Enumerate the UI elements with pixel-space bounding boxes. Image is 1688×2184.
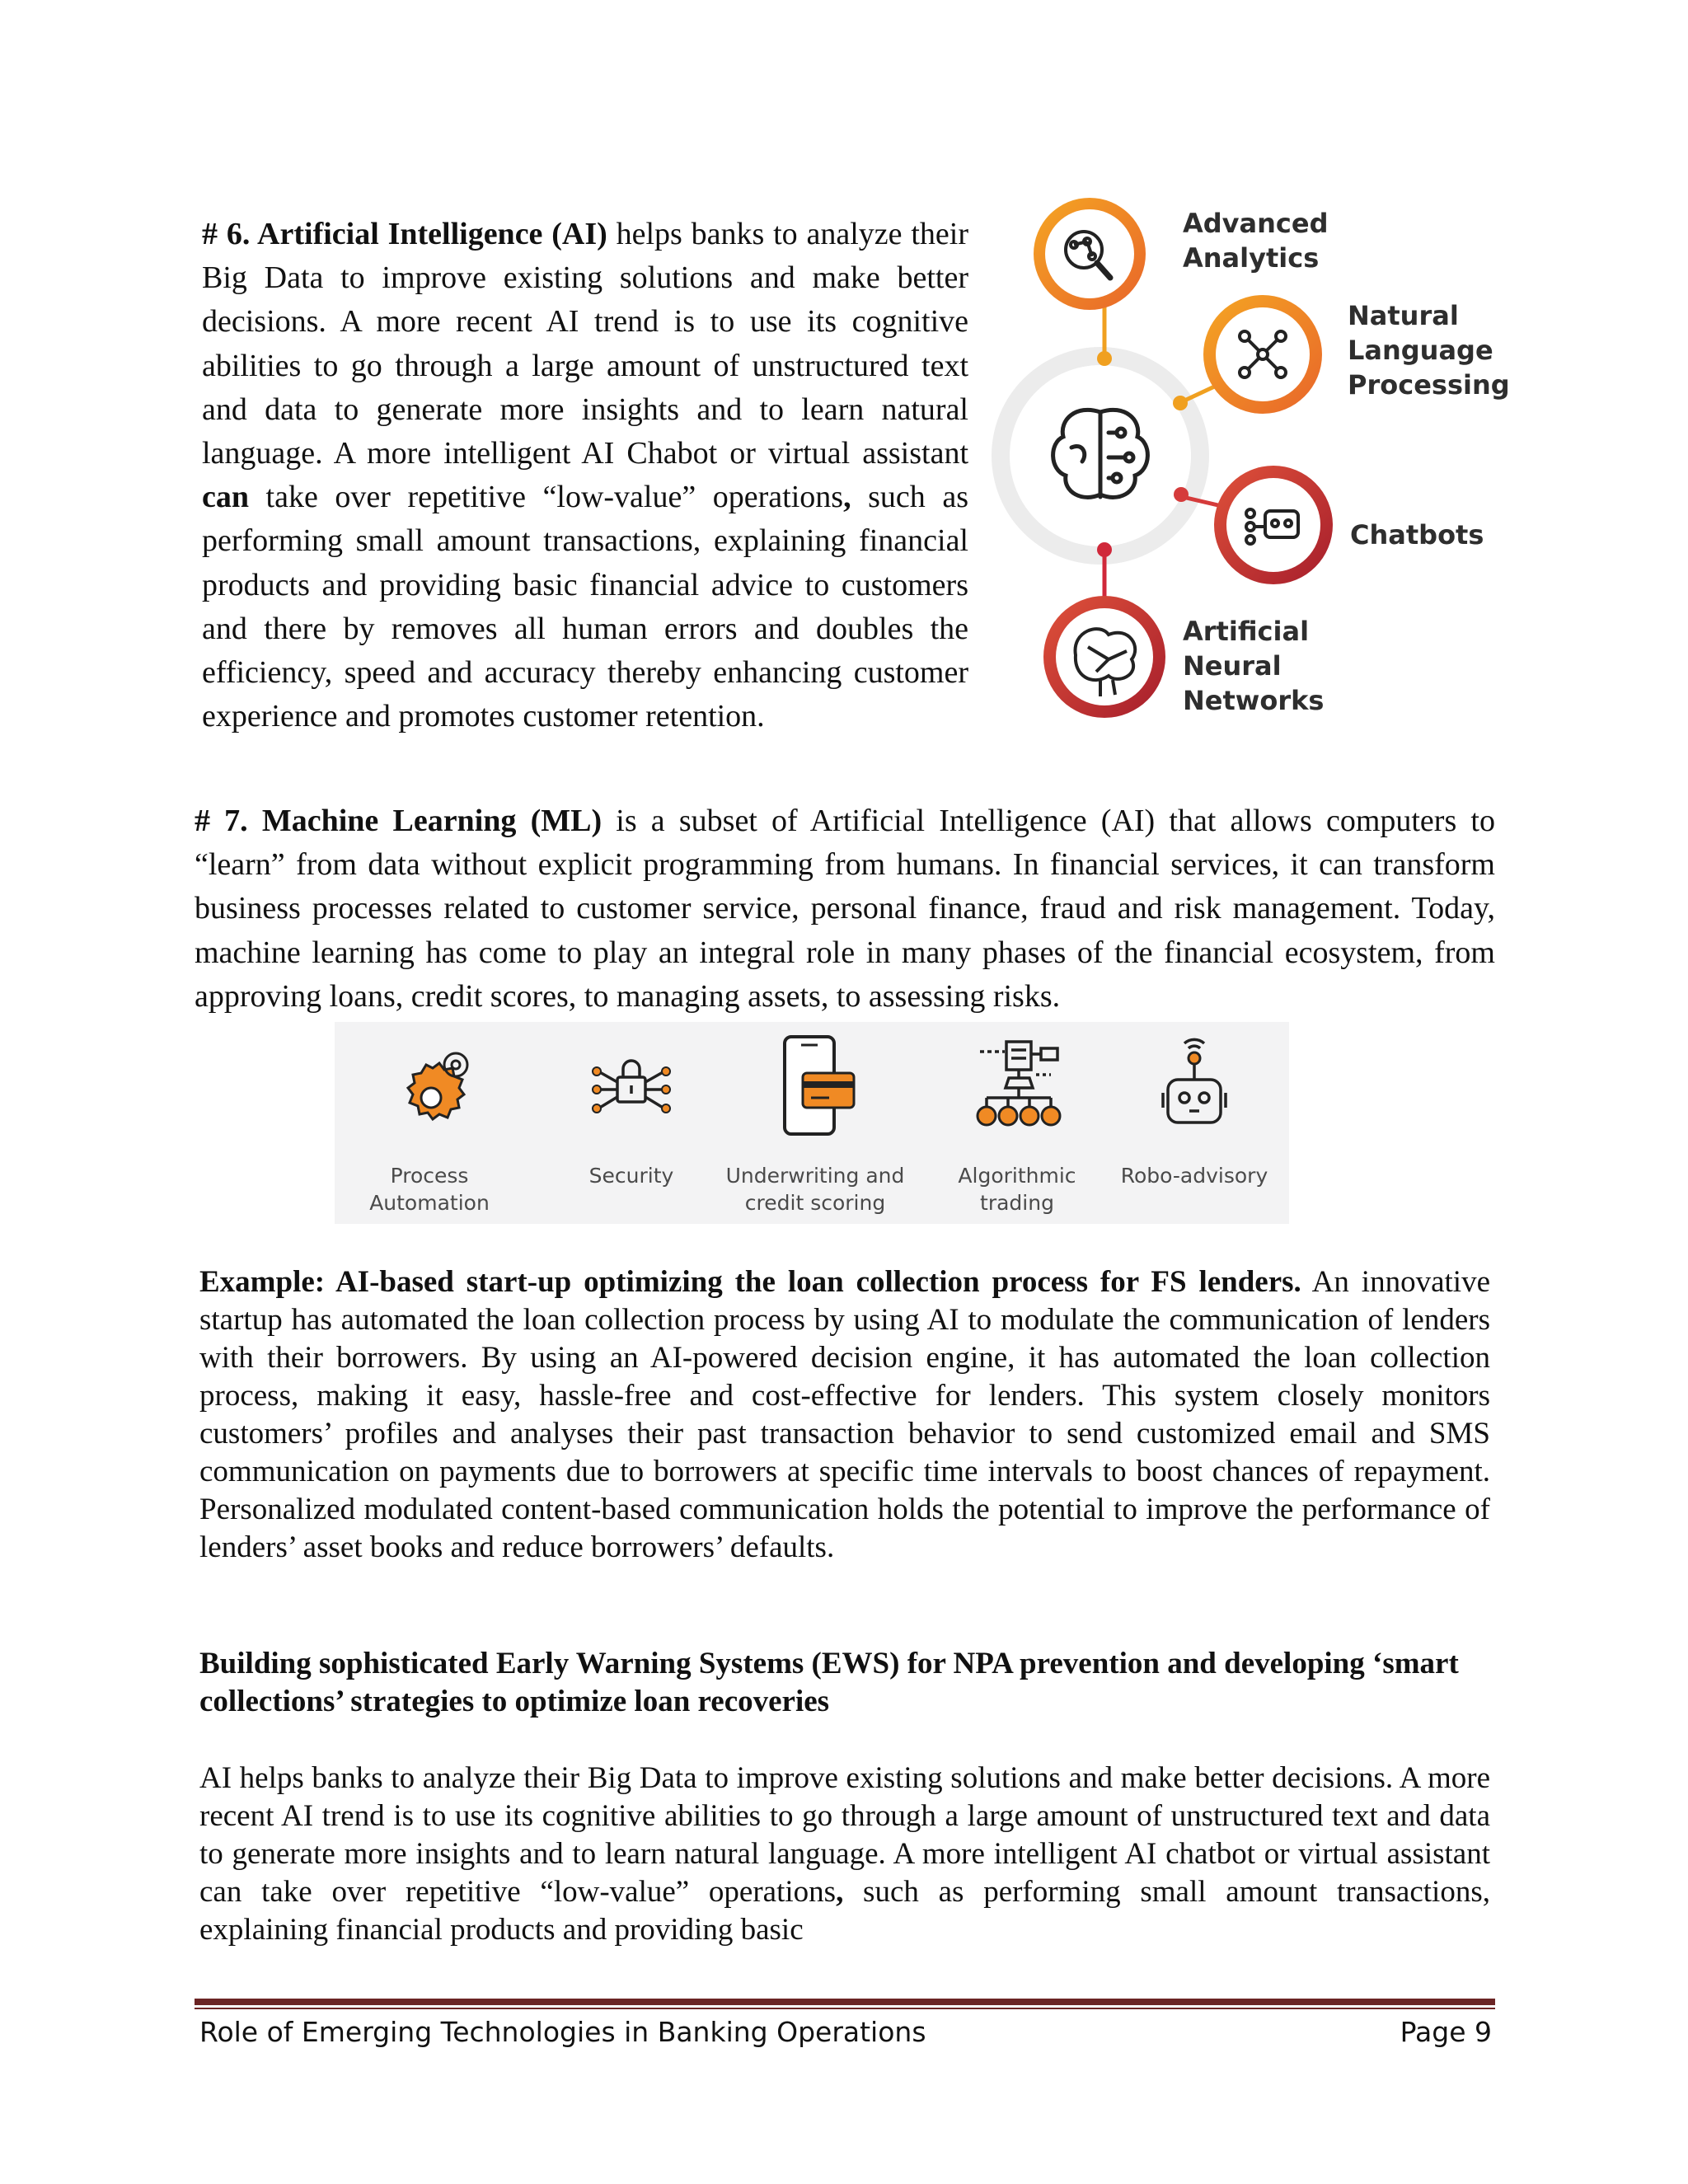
example-text: An innovative startup has automated the loan collection process by using AI to modulate the communication of lenders with their borrowers. By using an AI-powered decision engine, it has automated the loan collection process, making it easy, hassle-free and cost-effective for lenders. This system closely monitors customers’ profiles and analyses their past transaction behavior to send customized email and SMS communication on payments due to borrowers at specific time intervals to boost chances of repayment. Personalized modulated content-based communication holds the potential to improve the performance of lenders’ asset books and reduce borrowers’ defaults. bbox=[199, 1265, 1490, 1564]
section-6-heading: # 6. Artificial Intelligence (AI) bbox=[202, 217, 607, 251]
ml-label-algorithmic-trading: Algorithmic trading bbox=[958, 1164, 1076, 1215]
ml-label-underwriting: Underwriting and credit scoring bbox=[725, 1164, 905, 1215]
ann-node bbox=[1043, 596, 1165, 718]
ml-item-robo-advisory bbox=[1100, 1022, 1289, 1224]
section-6-bold-comma: , bbox=[843, 480, 851, 515]
page-number: Page 9 bbox=[1400, 2016, 1492, 2048]
footer-title: Role of Emerging Technologies in Banking Operations bbox=[199, 2016, 926, 2048]
nlp-node bbox=[1203, 295, 1322, 414]
example-heading: Example: AI-based start-up optimizing the loan collection process for FS lenders. bbox=[199, 1265, 1301, 1299]
ai-paragraph-text-b: such as performing small amount transactions, explaining financial products and providing basic bbox=[199, 1875, 1490, 1947]
section-7-heading: # 7. Machine Learning (ML) bbox=[195, 804, 603, 838]
chatbots-node bbox=[1214, 466, 1333, 584]
label-advanced-analytics: Advanced Analytics bbox=[1183, 208, 1329, 274]
ai-paragraph bbox=[199, 1760, 1490, 1949]
section-7-paragraph bbox=[195, 799, 1495, 1019]
label-artificial-neural-networks: Artificial Neural Networks bbox=[1183, 616, 1325, 716]
robot-icon bbox=[1153, 1032, 1236, 1139]
ai-paragraph-bold-comma: , bbox=[836, 1875, 844, 1909]
algorithm-hierarchy-icon bbox=[972, 1033, 1067, 1137]
label-natural-language-processing: Natural Language Processing bbox=[1348, 300, 1510, 401]
ml-item-underwriting-credit-scoring bbox=[720, 1022, 910, 1224]
ml-label-robo-advisory: Robo-advisory bbox=[1120, 1164, 1268, 1188]
footer-rule-thin bbox=[195, 2008, 1495, 2009]
ai-capabilities-diagram bbox=[985, 185, 1512, 733]
phone-card-icon bbox=[778, 1032, 860, 1139]
label-chatbots: Chatbots bbox=[1350, 519, 1484, 551]
ai-paragraph-text-a: AI helps banks to analyze their Big Data to improve existing solutions and make better decisions. A more recent AI trend is to use its cognitive abilities to go through a large amount of unstructured text and data to generate more insights and to learn natural language. A more intelligent AI chatbot or virtual assistant can take over repetitive “low-value” operations bbox=[199, 1761, 1490, 1909]
section-6-text-c: such as performing small amount transactions, explaining financial products and providing basic financial advice to customers and there by removes all human errors and doubles the efficiency, speed and accuracy thereby enhancing customer experience and promotes customer retention. bbox=[202, 480, 968, 734]
section-6-bold-can: can bbox=[202, 480, 249, 515]
example-paragraph bbox=[199, 1263, 1490, 1567]
ml-applications-strip bbox=[335, 1022, 1289, 1224]
ml-item-security bbox=[537, 1022, 726, 1224]
ml-item-algorithmic-trading bbox=[922, 1022, 1112, 1224]
section-6-text-a: helps banks to analyze their Big Data to improve existing solutions and make better decisions. A more recent AI trend is to use its cognitive abilities to go through a large amount of unstructured text and data to generate more insights and to learn natural language. A more intelligent AI Chabot or virtual assistant bbox=[202, 217, 968, 471]
ml-label-process-automation: Process Automation bbox=[369, 1164, 490, 1215]
ml-item-process-automation bbox=[335, 1022, 524, 1224]
section-6-paragraph bbox=[202, 213, 968, 738]
ews-heading: Building sophisticated Early Warning Systems (EWS) for NPA prevention and developing ‘smart collections’ strategies to optimize loan recoveries bbox=[199, 1647, 1459, 1718]
section-7-text: is a subset of Artificial Intelligence (AI) that allows computers to “learn” from data without explicit programming from humans. In financial services, it can transform business processes related to customer service, personal finance, fraud and risk management. Today, machine learning has come to play an integral role in many phases of the financial ecosystem, from approving loans, credit scores, to managing assets, to assessing risks. bbox=[195, 804, 1495, 1014]
gears-icon bbox=[388, 1040, 471, 1131]
footer-rule-thick bbox=[195, 1999, 1495, 2005]
section-6-text-b: take over repetitive “low-value” operations bbox=[249, 480, 844, 515]
ml-label-security: Security bbox=[588, 1164, 674, 1188]
lock-circuit-icon bbox=[590, 1043, 673, 1125]
advanced-analytics-node bbox=[1034, 198, 1146, 310]
